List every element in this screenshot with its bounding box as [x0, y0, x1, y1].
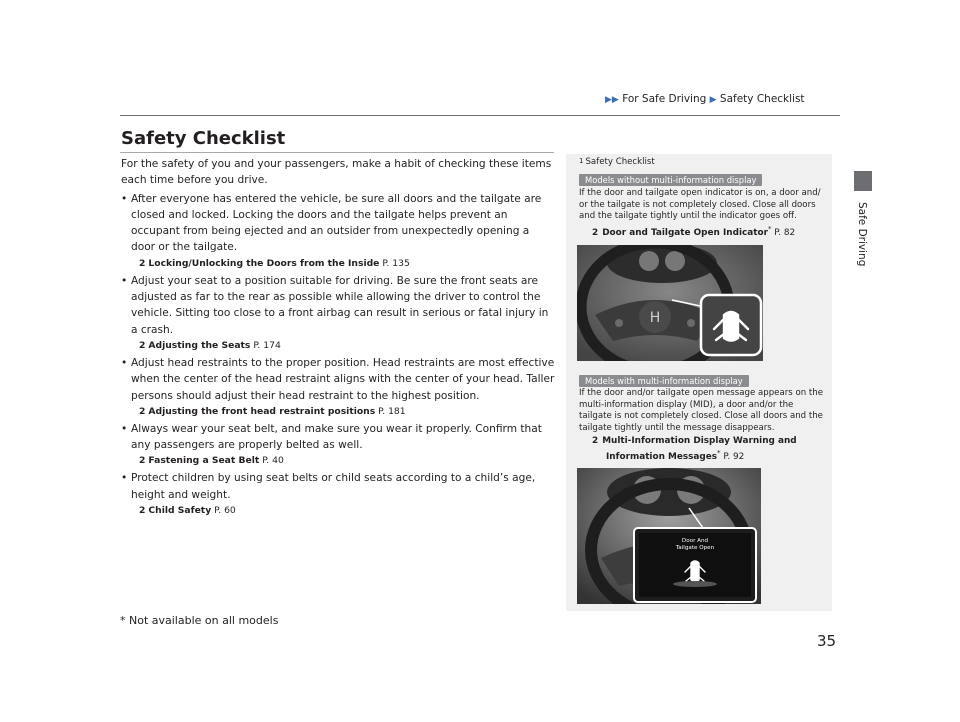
reference-title[interactable]: Child Safety: [148, 505, 212, 517]
reference-arrow-icon: 2: [139, 257, 146, 269]
bullet-icon: •: [121, 472, 128, 485]
breadcrumb-arrow-icon: ▶▶: [605, 95, 619, 105]
reference-arrow-icon: 2: [592, 227, 599, 238]
main-content: [121, 156, 556, 518]
reference-arrow-icon: 2: [139, 339, 146, 351]
checklist-item-text: Protect children by using seat belts or child seats according to a child’s age, height and weight.: [131, 472, 536, 501]
reference-page[interactable]: P. 92: [723, 451, 745, 462]
reference-arrow-icon: 2: [592, 436, 599, 446]
note-number: 1: [579, 157, 584, 165]
sidebar-heading: [579, 157, 655, 167]
mid-screen-text: Door And: [681, 538, 709, 544]
bullet-icon: •: [121, 274, 128, 287]
bullet-icon: •: [121, 422, 128, 435]
page-number: 35: [817, 632, 837, 650]
cross-reference-link[interactable]: [131, 339, 556, 353]
checklist-item-text: Adjust head restraints to the proper position. Head restraints are most effective when the center of the head restraint aligns with the center of your head. Taller persons should adjust their head restraint to the highest position.: [131, 356, 555, 402]
breadcrumb-item-section[interactable]: For Safe Driving: [622, 93, 707, 105]
notes-sidebar: [566, 154, 832, 611]
reference-title[interactable]: Adjusting the Seats: [148, 339, 251, 351]
side-tab: [847, 202, 877, 292]
svg-text:H: H: [649, 310, 661, 326]
checklist-item: [121, 273, 556, 353]
cross-reference-link[interactable]: [131, 257, 556, 271]
sidebar-cross-reference-link[interactable]: [592, 224, 795, 240]
page-title: Safety Checklist: [121, 128, 286, 149]
cross-reference-link[interactable]: [131, 405, 556, 419]
title-divider: [120, 152, 554, 153]
sidebar-note-text: If the door and/or tailgate open message appears on the multi-information display (MID), a door and/or the tailgate is not completely closed. Close all doors and the tailgate tightly until the message disappears.: [579, 388, 824, 433]
checklist-item-text: Always wear your seat belt, and make sure you wear it properly. Confirm that any passengers are properly belted as well.: [131, 422, 542, 452]
reference-page[interactable]: P. 40: [262, 455, 284, 467]
reference-title[interactable]: Door and Tailgate Open Indicator: [602, 227, 768, 238]
reference-arrow-icon: 2: [139, 505, 146, 517]
footnote: * Not available on all models: [120, 614, 279, 627]
model-badge-without-mid: Models without multi-information display: [579, 174, 762, 186]
sidebar-cross-reference-link[interactable]: [592, 436, 797, 448]
reference-arrow-icon: 2: [139, 455, 146, 467]
side-tab-marker: [854, 171, 872, 191]
footnote-star: *: [717, 449, 721, 457]
model-badge-with-mid: Models with multi-information display: [579, 375, 749, 387]
side-tab-label: Safe Driving: [856, 202, 868, 267]
reference-page[interactable]: P. 174: [253, 339, 281, 351]
sidebar-cross-reference-link-cont[interactable]: [606, 448, 744, 464]
sidebar-note-text: If the door and tailgate open indicator is on, a door and/ or the tailgate is not completely closed. Close all doors and the tailgate tightly until the indicator goes off.: [579, 188, 821, 222]
bullet-icon: •: [121, 356, 128, 369]
intro-paragraph: For the safety of you and your passengers, make a habit of checking these items each time before you drive.: [121, 158, 552, 187]
reference-title[interactable]: Information Messages: [606, 451, 718, 462]
bullet-icon: •: [121, 192, 128, 205]
reference-page[interactable]: P. 135: [382, 257, 410, 269]
reference-arrow-icon: 2: [139, 405, 146, 417]
footnote-star: *: [767, 225, 772, 233]
checklist-item: [121, 470, 556, 518]
cross-reference-link[interactable]: [131, 454, 556, 468]
checklist-item: [121, 421, 556, 469]
breadcrumb-arrow-icon: ▶: [709, 95, 717, 105]
sidebar-heading-text: Safety Checklist: [585, 157, 655, 167]
checklist-item-text: Adjust your seat to a position suitable for driving. Be sure the front seats are adjusted as far to the rear as possible while allowing the driver to control the vehicle. Sitting too close to a front airbag can result in serious or fatal injury in a crash.: [131, 274, 549, 336]
reference-title[interactable]: Adjusting the front head restraint positions: [148, 405, 376, 417]
checklist-item-text: After everyone has entered the vehicle, be sure all doors and the tailgate are closed and locked. Locking the doors and the tailgate helps prevent an occupant from being ejected and an outsider from unexpectedly opening a door or the tailgate.: [131, 192, 542, 254]
mid-message-illustration: [577, 468, 761, 608]
reference-page[interactable]: P. 82: [774, 227, 796, 238]
checklist-item: [121, 355, 556, 419]
reference-title[interactable]: Multi-Information Display Warning and: [602, 436, 797, 446]
breadcrumb-item-page[interactable]: Safety Checklist: [719, 93, 805, 105]
cross-reference-link[interactable]: [131, 504, 556, 518]
mid-screen-text: Tailgate Open: [675, 545, 715, 551]
checklist-item: [121, 191, 556, 271]
steering-wheel-indicator-illustration: [577, 245, 763, 365]
header-divider: [120, 115, 840, 116]
reference-title[interactable]: Locking/Unlocking the Doors from the Inside: [148, 257, 380, 269]
reference-page[interactable]: P. 181: [378, 405, 406, 417]
reference-page[interactable]: P. 60: [214, 505, 236, 517]
breadcrumb: [605, 93, 805, 105]
reference-title[interactable]: Fastening a Seat Belt: [148, 455, 260, 467]
